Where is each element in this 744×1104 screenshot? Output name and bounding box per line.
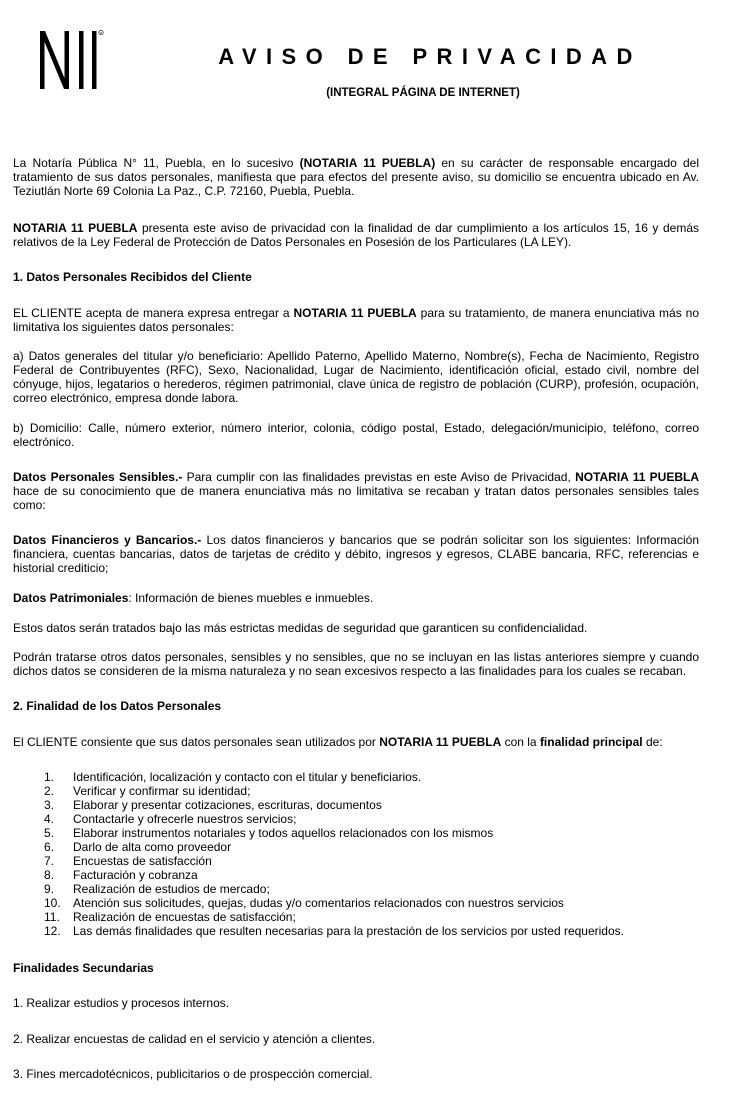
- section-1-heading: 1. Datos Personales Recibidos del Cliente: [13, 270, 252, 284]
- list-item: 9. Realización de estudios de mercado;: [44, 882, 270, 896]
- purpose-consent-paragraph: El CLIENTE consiente que sus datos personales sean utilizados por NOTARIA 11 PUEBLA con la finalidad principal de:: [13, 735, 663, 749]
- other-data-paragraph: Podrán tratarse otros datos personales, sensibles y no sensibles, que no se incluyan en las listas anteriores siempre y cuando dichos datos se consideren de la misma naturaleza y no sean excesivos respecto a las finalidades para los cuales se recaban.: [13, 650, 699, 678]
- document-title: AVISO DE PRIVACIDAD: [218, 44, 642, 69]
- list-item: 1. Identificación, localización y contacto con el titular y beneficiarios.: [44, 770, 422, 784]
- list-item: 10. Atención sus solicitudes, quejas, dudas y/o comentarios relacionados con nuestros servicios: [44, 896, 564, 910]
- list-item: 5. Elaborar instrumentos notariales y todos aquellos relacionados con los mismos: [44, 826, 494, 840]
- financial-data-paragraph: Datos Financieros y Bancarios.- Los datos financieros y bancarios que se podrán solicitar son los siguientes: Información financiera, cuentas bancarias, datos de tarjetas de crédito y débito, ingresos y egresos, CLABE bancaria, RFC, referencias e historial crediticio;: [13, 533, 699, 575]
- list-item: 11. Realización de encuestas de satisfacción;: [44, 910, 296, 924]
- svg-text:R: R: [99, 30, 103, 35]
- secondary-purpose-item: 1. Realizar estudios y procesos internos.: [13, 996, 230, 1010]
- intro-purpose-paragraph: NOTARIA 11 PUEBLA presenta este aviso de privacidad con la finalidad de dar cumplimiento a los artículos 15, 16 y demás relativos de la Ley Federal de Protección de Datos Personales en Posesión de los Particulares (LA LEY).: [13, 221, 699, 249]
- primary-purposes-list: [44, 770, 694, 938]
- secondary-purpose-item: 2. Realizar encuestas de calidad en el servicio y atención a clientes.: [13, 1032, 376, 1046]
- list-item: 12. Las demás finalidades que resulten necesarias para la prestación de los servicios por usted requeridos.: [44, 924, 624, 938]
- list-item: 8. Facturación y cobranza: [44, 868, 198, 882]
- patrimonial-data-paragraph: Datos Patrimoniales: Información de bienes muebles e inmuebles.: [13, 591, 374, 605]
- sensitive-data-paragraph: Datos Personales Sensibles.- Para cumplir con las finalidades previstas en este Aviso de Privacidad, NOTARIA 11 PUEBLA hace de su conocimiento que de manera enunciativa más no limitativa se recaban y tratan datos personales sensibles tales como:: [13, 470, 700, 512]
- list-item: 6. Darlo de alta como proveedor: [44, 840, 232, 854]
- section-2-heading: 2. Finalidad de los Datos Personales: [13, 699, 222, 713]
- list-item: 2. Verificar y confirmar su identidad;: [44, 784, 251, 798]
- secondary-purposes-heading: Finalidades Secundarias: [13, 961, 154, 975]
- general-data-paragraph: a) Datos generales del titular y/o beneficiario: Apellido Paterno, Apellido Materno, Nombre(s), Fecha de Nacimiento, Registro Federal de Contribuyentes (RFC), Sexo, Nacionalidad, Lugar de Nacimiento, identificación oficial, estado civil, nombre del cónyuge, hijos, legatarios o herederos, régimen patrimonial, clave única de registro de población (CURP), profesión, ocupación, correo electrónico, empresa donde labora.: [13, 349, 699, 405]
- notaria-logo: [38, 29, 104, 91]
- security-paragraph: Estos datos serán tratados bajo las más estrictas medidas de seguridad que garanticen su confidencialidad.: [13, 621, 588, 635]
- list-item: 4. Contactarle y ofrecerle nuestros servicios;: [44, 812, 297, 826]
- secondary-purpose-item: 3. Fines mercadotécnicos, publicitarios o de prospección comercial.: [13, 1067, 373, 1081]
- client-consent-paragraph: EL CLIENTE acepta de manera expresa entregar a NOTARIA 11 PUEBLA para su tratamiento, de manera enunciativa más no limitativa los siguientes datos personales:: [13, 306, 699, 334]
- address-data-paragraph: b) Domicilio: Calle, número exterior, número interior, colonia, código postal, Estado, delegación/municipio, teléfono, correo electrónico.: [13, 421, 699, 449]
- list-item: 3. Elaborar y presentar cotizaciones, escrituras, documentos: [44, 798, 382, 812]
- document-subtitle: (INTEGRAL PÁGINA DE INTERNET): [326, 87, 520, 99]
- list-item: 7. Encuestas de satisfacción: [44, 854, 212, 868]
- intro-paragraph: La Notaría Pública N° 11, Puebla, en lo sucesivo (NOTARIA 11 PUEBLA) en su carácter de responsable encargado del tratamiento de sus datos personales, manifiesta que para efectos del presente aviso, su domicilio se encuentra ubicado en Av. Teziutlán Norte 69 Colonia La Paz., C.P. 72160, Puebla, Puebla.: [13, 156, 699, 198]
